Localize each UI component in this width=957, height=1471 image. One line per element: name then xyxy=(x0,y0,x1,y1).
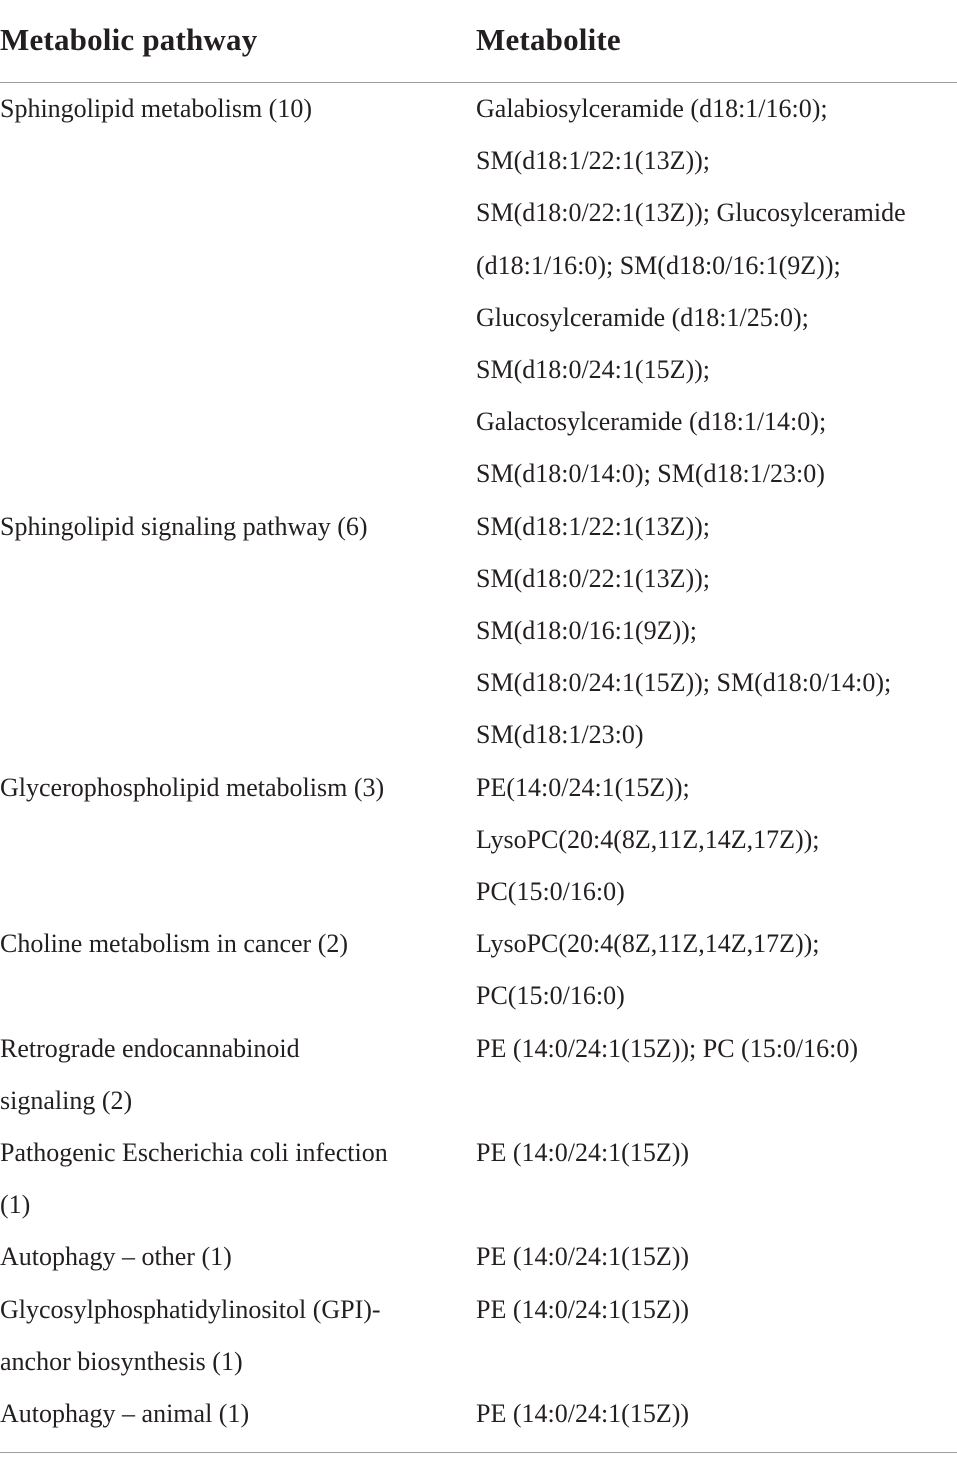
metabolite-text: PE (14:0/24:1(15Z)) xyxy=(476,1399,690,1429)
table-row xyxy=(0,1023,957,1127)
metabolite-text: SM(d18:1/23:0) xyxy=(476,720,644,750)
metabolite-text: PE (14:0/24:1(15Z)) xyxy=(476,1242,690,1272)
pathway-text: Autophagy – animal (1) xyxy=(0,1399,250,1429)
metabolite-cell xyxy=(476,1388,957,1440)
table-header xyxy=(0,0,957,83)
metabolite-text: PC(15:0/16:0) xyxy=(476,877,625,907)
metabolite-cell xyxy=(476,1231,957,1283)
pathway-text: Autophagy – other (1) xyxy=(0,1242,232,1272)
metabolite-cell xyxy=(476,1284,957,1336)
metabolite-text: LysoPC(20:4(8Z,11Z,14Z,17Z)); xyxy=(476,824,820,854)
pathway-text: Sphingolipid signaling pathway (6) xyxy=(0,511,368,541)
metabolite-text: Galabiosylceramide (d18:1/16:0); xyxy=(476,94,828,123)
metabolite-text: SM(d18:0/22:1(13Z)); xyxy=(476,563,710,593)
metabolite-text: Galactosylceramide (d18:1/14:0); xyxy=(476,407,827,437)
table-row xyxy=(0,1231,957,1283)
metabolite-text: SM(d18:0/16:1(9Z)); xyxy=(476,616,697,646)
pathway-cell xyxy=(0,1284,460,1388)
table-row xyxy=(0,1284,957,1388)
pathway-cell xyxy=(0,83,460,135)
metabolite-cell xyxy=(476,83,957,501)
metabolite-text: PE (14:0/24:1(15Z)); PC (15:0/16:0) xyxy=(476,1033,859,1063)
pathway-cell xyxy=(0,1023,460,1127)
pathway-text: Pathogenic Escherichia coli infection xyxy=(0,1138,388,1168)
pathway-cell xyxy=(0,762,460,814)
pathway-text: Glycerophospholipid metabolism (3) xyxy=(0,772,385,802)
metabolite-cell xyxy=(476,918,957,1022)
pathway-text: (1) xyxy=(0,1190,31,1220)
metabolite-text: PE (14:0/24:1(15Z)) xyxy=(476,1294,690,1324)
column-header-metabolite: Metabolite xyxy=(476,22,621,57)
metabolite-text: SM(d18:0/14:0); SM(d18:1/23:0) xyxy=(476,459,825,489)
pathway-text: anchor biosynthesis (1) xyxy=(0,1346,243,1376)
column-header-metabolic-pathway: Metabolic pathway xyxy=(0,22,258,57)
metabolite-text: SM(d18:1/22:1(13Z)); xyxy=(476,146,710,176)
metabolite-cell xyxy=(476,1023,957,1075)
metabolite-cell xyxy=(476,762,957,919)
pathway-cell xyxy=(0,1127,460,1231)
table-row xyxy=(0,83,957,501)
metabolite-text: (d18:1/16:0); SM(d18:0/16:1(9Z)); xyxy=(476,250,841,280)
table-row xyxy=(0,918,957,1022)
metabolite-text: SM(d18:0/22:1(13Z)); Glucosylceramide xyxy=(476,198,906,228)
metabolite-text: SM(d18:1/22:1(13Z)); xyxy=(476,511,710,541)
pathway-text: signaling (2) xyxy=(0,1085,133,1115)
metabolite-text: LysoPC(20:4(8Z,11Z,14Z,17Z)); xyxy=(476,929,820,959)
metabolite-text: SM(d18:0/24:1(15Z)); SM(d18:0/14:0); xyxy=(476,668,892,698)
pathway-cell xyxy=(0,1231,460,1283)
pathway-text: Glycosylphosphatidylinositol (GPI)- xyxy=(0,1294,381,1324)
pathway-cell xyxy=(0,918,460,970)
table-body xyxy=(0,83,957,1440)
metabolite-text: PE (14:0/24:1(15Z)) xyxy=(476,1138,690,1168)
pathway-cell xyxy=(0,1388,460,1440)
table-row xyxy=(0,1388,957,1440)
metabolite-text: SM(d18:0/24:1(15Z)); xyxy=(476,355,710,385)
table-bottom-rule xyxy=(0,1452,957,1453)
pathway-text: Choline metabolism in cancer (2) xyxy=(0,929,349,959)
pathway-text: Retrograde endocannabinoid xyxy=(0,1033,300,1063)
metabolite-text: PE(14:0/24:1(15Z)); xyxy=(476,772,690,802)
pathway-text: Sphingolipid metabolism (10) xyxy=(0,94,312,123)
table-row xyxy=(0,1127,957,1231)
metabolite-cell xyxy=(476,1127,957,1179)
table-row xyxy=(0,762,957,919)
table-row xyxy=(0,501,957,762)
pathway-cell xyxy=(0,501,460,553)
metabolite-cell xyxy=(476,501,957,762)
metabolite-text: PC(15:0/16:0) xyxy=(476,981,625,1011)
metabolite-text: Glucosylceramide (d18:1/25:0); xyxy=(476,302,809,332)
